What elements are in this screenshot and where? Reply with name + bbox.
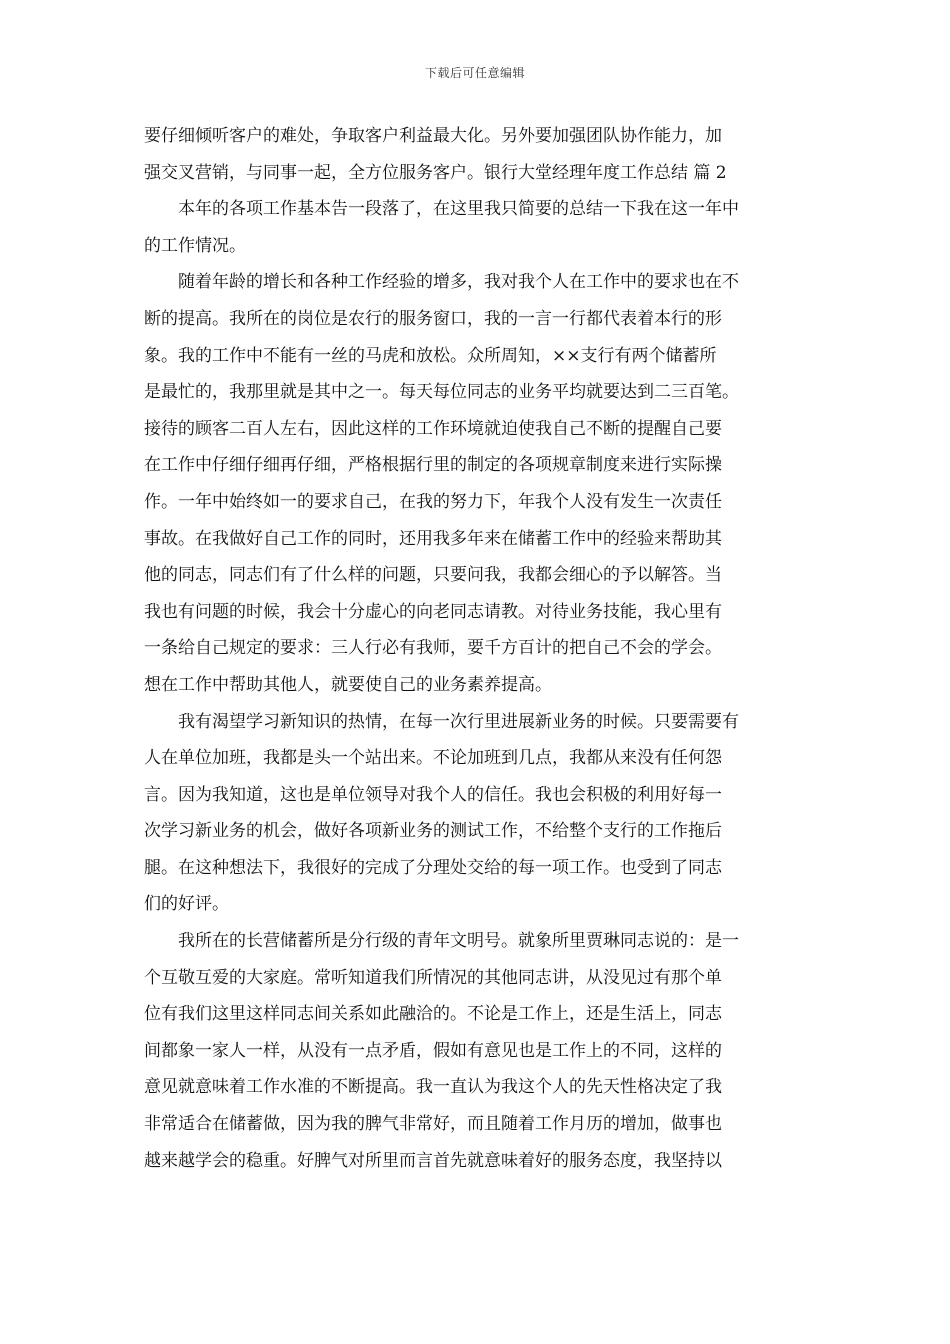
paragraph	[144, 923, 824, 1179]
paragraph	[144, 191, 824, 264]
text-line: 腿。在这种想法下，我很好的完成了分理处交给的每一项工作。也受到了同志	[144, 857, 722, 878]
text-line: 他的同志，同志们有了什么样的问题，只要问我，我都会细心的予以解答。当	[144, 565, 722, 586]
text-line: 想在工作中帮助其他人，就要使自己的业务素养提高。	[144, 674, 552, 695]
text-line: 本年的各项工作基本告一段落了，在这里我只简要的总结一下我在这一年中	[178, 199, 739, 220]
text-line: 接待的顾客二百人左右，因此这样的工作环境就迫使我自己不断的提醒自己要	[144, 418, 722, 439]
text-line: 我所在的长营储蓄所是分行级的青年文明号。就象所里贾琳同志说的：是一	[178, 931, 739, 952]
text-line: 是最忙的，我那里就是其中之一。每天每位同志的业务平均就要达到二三百笔。	[144, 382, 739, 403]
document-body	[144, 118, 824, 1179]
text-line: 位有我们这里这样同志间关系如此融洽的。不论是工作上，还是生活上，同志	[144, 1004, 722, 1025]
text-line: 断的提高。我所在的岗位是农行的服务窗口，我的一言一行都代表着本行的形	[144, 308, 722, 329]
text-line: 强交叉营销，与同事一起，全方位服务客户。银行大堂经理年度工作总结 篇 2	[144, 162, 727, 183]
text-line: 间都象一家人一样，从没有一点矛盾，假如有意见也是工作上的不同，这样的	[144, 1040, 722, 1061]
text-line: 次学习新业务的机会，做好各项新业务的测试工作，不给整个支行的工作拖后	[144, 821, 722, 842]
text-line: 个互敬互爱的大家庭。常听知道我们所情况的其他同志讲，从没见过有那个单	[144, 967, 722, 988]
paragraph	[144, 264, 824, 703]
page-header: 下载后可任意编辑	[424, 66, 525, 80]
text-line: 在工作中仔细仔细再仔细，严格根据行里的制定的各项规章制度来进行实际操	[144, 455, 722, 476]
text-line: 一条给自己规定的要求：三人行必有我师，要千方百计的把自己不会的学会。	[144, 638, 722, 659]
text-line: 言。因为我知道，这也是单位领导对我个人的信任。我也会积极的利用好每一	[144, 784, 722, 805]
text-line: 事故。在我做好自己工作的同时，还用我多年来在储蓄工作中的经验来帮助其	[144, 528, 722, 549]
text-line: 我也有问题的时候，我会十分虚心的向老同志请教。对待业务技能，我心里有	[144, 601, 722, 622]
text-line: 随着年龄的增长和各种工作经验的增多，我对我个人在工作中的要求也在不	[178, 272, 739, 293]
text-line: 越来越学会的稳重。好脾气对所里而言首先就意味着好的服务态度，我坚持以	[144, 1150, 722, 1171]
text-line: 的工作情况。	[144, 235, 246, 256]
paragraph	[144, 704, 824, 924]
text-line: 象。我的工作中不能有一丝的马虎和放松。众所周知，××支行有两个储蓄所	[144, 345, 717, 366]
text-line: 非常适合在储蓄做，因为我的脾气非常好，而且随着工作月历的增加，做事也	[144, 1114, 722, 1135]
text-line: 意见就意味着工作水准的不断提高。我一直认为我这个人的先天性格决定了我	[144, 1077, 722, 1098]
text-line: 作。一年中始终如一的要求自己，在我的努力下，年我个人没有发生一次责任	[144, 491, 722, 512]
text-line: 们的好评。	[144, 894, 229, 915]
text-line: 我有渴望学习新知识的热情，在每一次行里进展新业务的时候。只要需要有	[178, 711, 739, 732]
paragraph	[144, 118, 824, 191]
text-line: 要仔细倾听客户的难处，争取客户利益最大化。另外要加强团队协作能力，加	[144, 126, 722, 146]
text-line: 人在单位加班，我都是头一个站出来。不论加班到几点，我都从来没有任何怨	[144, 748, 722, 769]
